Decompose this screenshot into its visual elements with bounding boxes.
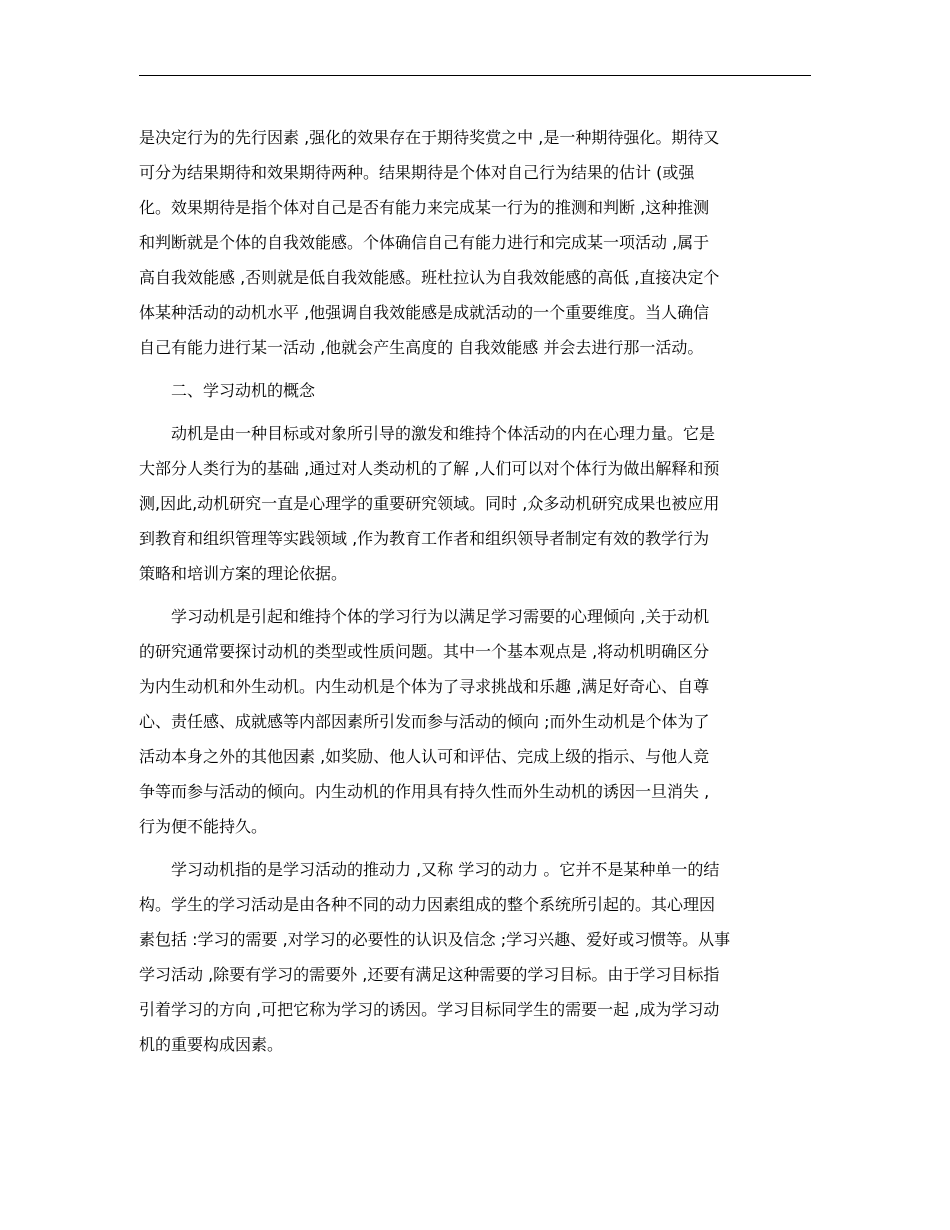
- text-line: 学习动机指的是学习活动的推动力 ,又称 学习的动力 。它并不是某种单一的结: [139, 860, 720, 879]
- text-line: 学习活动 ,除要有学习的需要外 ,还要有满足这种需要的学习目标。由于学习目标指: [139, 965, 720, 984]
- text-line: 自己有能力进行某一活动 ,他就会产生高度的 自我效能感 并会去进行那一活动。: [139, 338, 704, 357]
- paragraph-motivation-concept: [139, 416, 811, 591]
- text-line: 可分为结果期待和效果期待两种。结果期待是个体对自己行为结果的估计 (或强: [139, 163, 695, 182]
- text-line: 策略和培训方案的理论依据。: [139, 564, 348, 583]
- text-line: 动机是由一种目标或对象所引导的激发和维持个体活动的内在心理力量。它是: [139, 424, 716, 443]
- text-line: 高自我效能感 ,否则就是低自我效能感。班杜拉认为自我效能感的高低 ,直接决定个: [139, 268, 720, 287]
- paragraph-learning-drive: [139, 852, 811, 1062]
- header-rule: [139, 75, 811, 76]
- text-line: 大部分人类行为的基础 ,通过对人类动机的了解 ,人们可以对个体行为做出解释和预: [139, 459, 720, 478]
- document-body: [139, 120, 811, 1070]
- text-line: 活动本身之外的其他因素 ,如奖励、他人认可和评估、完成上级的指示、与他人竞: [139, 747, 710, 766]
- text-line: 是决定行为的先行因素 ,强化的效果存在于期待奖赏之中 ,是一种期待强化。期待又: [139, 128, 720, 147]
- paragraph-intrinsic-extrinsic: [139, 599, 811, 844]
- text-line: 体某种活动的动机水平 ,他强调自我效能感是成就活动的一个重要维度。当人确信: [139, 303, 710, 322]
- text-line: 化。效果期待是指个体对自己是否有能力来完成某一行为的推测和判断 ,这种推测: [139, 198, 710, 217]
- text-line: 的研究通常要探讨动机的类型或性质问题。其中一个基本观点是 ,将动机明确区分: [139, 642, 710, 661]
- text-line: 行为便不能持久。: [139, 817, 268, 836]
- text-line: 和判断就是个体的自我效能感。个体确信自己有能力进行和完成某一项活动 ,属于: [139, 233, 710, 252]
- text-line: 心、责任感、成就感等内部因素所引发而参与活动的倾向 ;而外生动机是个体为了: [139, 712, 710, 731]
- heading-line: 二、学习动机的概念: [139, 381, 316, 400]
- text-line: 机的重要构成因素。: [139, 1035, 284, 1054]
- text-line: 测,因此,动机研究一直是心理学的重要研究领域。同时 ,众多动机研究成果也被应用: [139, 494, 720, 513]
- text-line: 素包括 :学习的需要 ,对学习的必要性的认识及信念 ;学习兴趣、爱好或习惯等。从事: [139, 930, 731, 949]
- text-line: 到教育和组织管理等实践领域 ,作为教育工作者和组织领导者制定有效的教学行为: [139, 529, 710, 548]
- text-line: 学习动机是引起和维持个体的学习行为以满足学习需要的心理倾向 ,关于动机: [139, 607, 710, 626]
- text-line: 为内生动机和外生动机。内生动机是个体为了寻求挑战和乐趣 ,满足好奇心、自尊: [139, 677, 710, 696]
- text-line: 构。学生的学习活动是由各种不同的动力因素组成的整个系统所引起的。其心理因: [139, 895, 716, 914]
- text-line: 引着学习的方向 ,可把它称为学习的诱因。学习目标同学生的需要一起 ,成为学习动: [139, 1000, 720, 1019]
- section-heading: [139, 373, 811, 408]
- text-line: 争等而参与活动的倾向。内生动机的作用具有持久性而外生动机的诱因一旦消失 ,: [139, 782, 710, 801]
- paragraph-self-efficacy: [139, 120, 811, 365]
